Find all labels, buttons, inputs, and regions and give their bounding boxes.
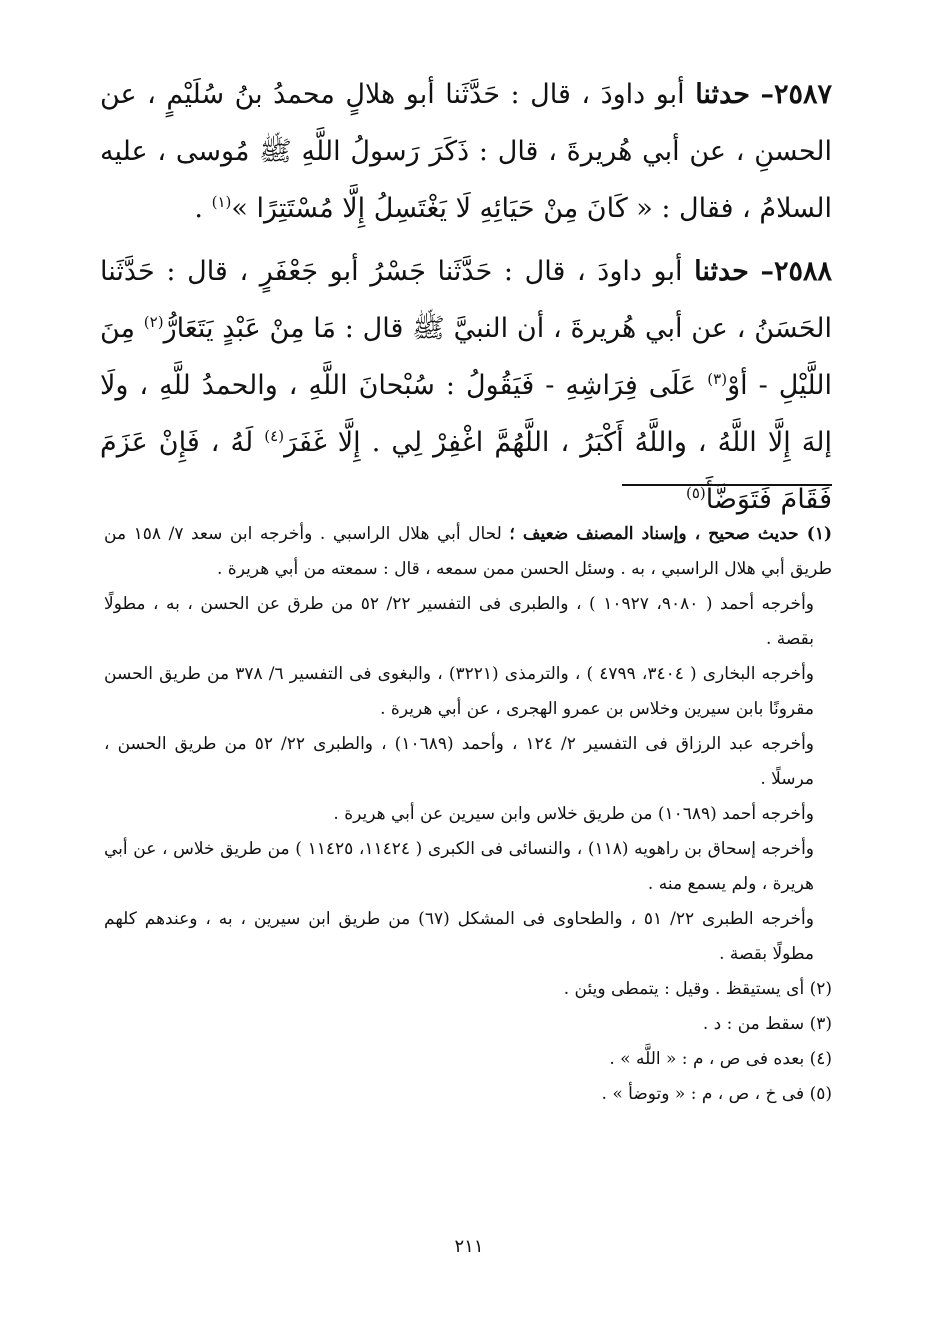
footnote-4: (٤) بعده فى ص ، م : « اللَّه » . — [609, 1049, 832, 1069]
footnote-grading: (١) حديث صحيح ، وإسناد المصنف ضعيف ؛ — [509, 524, 832, 544]
hadith-body: لَهُ ، فَإِنْ عَزَمَ فَقَامَ فَتَوَضَّأَ — [100, 427, 832, 515]
hadith-body: مِنَ اللَّيْلِ - أوْ — [100, 313, 832, 401]
hadith-end: . — [194, 193, 212, 224]
page-number: ٢١١ — [454, 1236, 484, 1257]
footnote-paragraph: وأخرجه عبد الرزاق فى التفسير ٢/ ١٢٤ ، وأحمد (١٠٦٨٩) ، والطبرى ٢٢/ ٥٢ من طريق الحسن ، مرسلًا . — [104, 734, 815, 789]
hadith-number: ٢٥٨٨– — [760, 256, 832, 287]
hadith-lead: حدثنا — [695, 79, 750, 110]
hadith-body: أبو داودَ ، قال : حَدَّثَنا أبو هلالٍ محمدُ بنُ سُلَيْمٍ ، عن الحسنِ ، عن أبي هُريرةَ ، قال : ذَكَرَ رَسولُ اللَّهِ ﷺ مُوسى ، عليه السلامُ ، فقال : « كَانَ مِنْ حَيَائِهِ لَا يَغْتَسِلُ إِلَّا مُسْتَتِرًا » — [100, 79, 832, 224]
hadith-lead: حدثنا — [694, 256, 749, 287]
hadith-text-block — [100, 66, 832, 534]
footnote-ref: (٢) — [143, 313, 164, 331]
footnote-5: (٥) فى خ ، ص ، م : « وتوضأ » . — [601, 1084, 832, 1104]
hadith-body: عَلَى فِرَاشِهِ - فَيَقُولُ : سُبْحانَ اللَّهِ ، والحمدُ للَّهِ ، ولَا إلهَ إِلَّا اللَّهُ ، واللَّهُ أَكْبَرُ ، اللَّهُمَّ اغْفِرْ لِي . إِلَّا غَفَرَ — [100, 370, 832, 458]
footnote-paragraph: وأخرجه أحمد (١٠٦٨٩) من طريق خلاس وابن سيرين عن أبي هريرة . — [333, 804, 814, 824]
footnote-paragraph: وأخرجه إسحاق بن راهويه (١١٨) ، والنسائى فى الكبرى ( ١١٤٢٤، ١١٤٢٥ ) من طريق خلاس ، عن أبي هريرة ، ولم يسمع منه . — [104, 839, 815, 894]
footnote-paragraph: وأخرجه البخارى ( ٣٤٠٤، ٤٧٩٩ ) ، والترمذى (٣٢٢١) ، والبغوى فى التفسير ٦/ ٣٧٨ من طريق الحسن مقرونًا بابن سيرين وخلاس بن عمرو الهجرى ، عن أبي هريرة . — [104, 664, 815, 719]
footnote-paragraph: وأخرجه الطبرى ٢٢/ ٥١ ، والطحاوى فى المشكل (٦٧) من طريق ابن سيرين ، به ، وعندهم كلهم مطولًا بقصة . — [104, 909, 814, 964]
hadith-number: ٢٥٨٧– — [760, 79, 832, 110]
hadith-2587 — [100, 66, 832, 237]
footnote-divider — [622, 484, 832, 486]
footnote-ref: (٤) — [264, 427, 285, 445]
footnote-paragraph: وأخرجه أحمد ( ٩٠٨٠، ١٠٩٢٧ ) ، والطبرى فى التفسير ٢٢/ ٥٢ من طرق عن الحسن ، به ، مطولًا بقصة . — [104, 594, 815, 649]
hadith-body: أبو داودَ ، قال : حَدَّثَنا جَسْرُ أبو جَعْفَرٍ ، قال : حَدَّثَنا الحَسَنُ ، عن أبي هُريرةَ ، أن النبيَّ ﷺ قال : مَا مِنْ عَبْدٍ يَتَعَارُّ — [100, 256, 832, 344]
footnote-text: لحال أبي هلال الراسبي . وأخرجه ابن سعد ٧/ ١٥٨ من طريق أبي هلال الراسبي ، به . وسئل الحسن ممن سمعه ، قال : سمعته من أبي هريرة . — [104, 524, 832, 579]
footnote-1 — [104, 517, 832, 587]
footnote-2: (٢) أى يستيقظ . وقيل : يتمطى ويئن . — [563, 979, 832, 999]
footnote-ref: (٣) — [707, 370, 728, 388]
footnote-ref: (١) — [211, 193, 232, 211]
footnote-3: (٣) سقط من : د . — [702, 1014, 832, 1034]
footnotes — [104, 517, 832, 1112]
footnote-ref: (٥) — [685, 484, 706, 502]
